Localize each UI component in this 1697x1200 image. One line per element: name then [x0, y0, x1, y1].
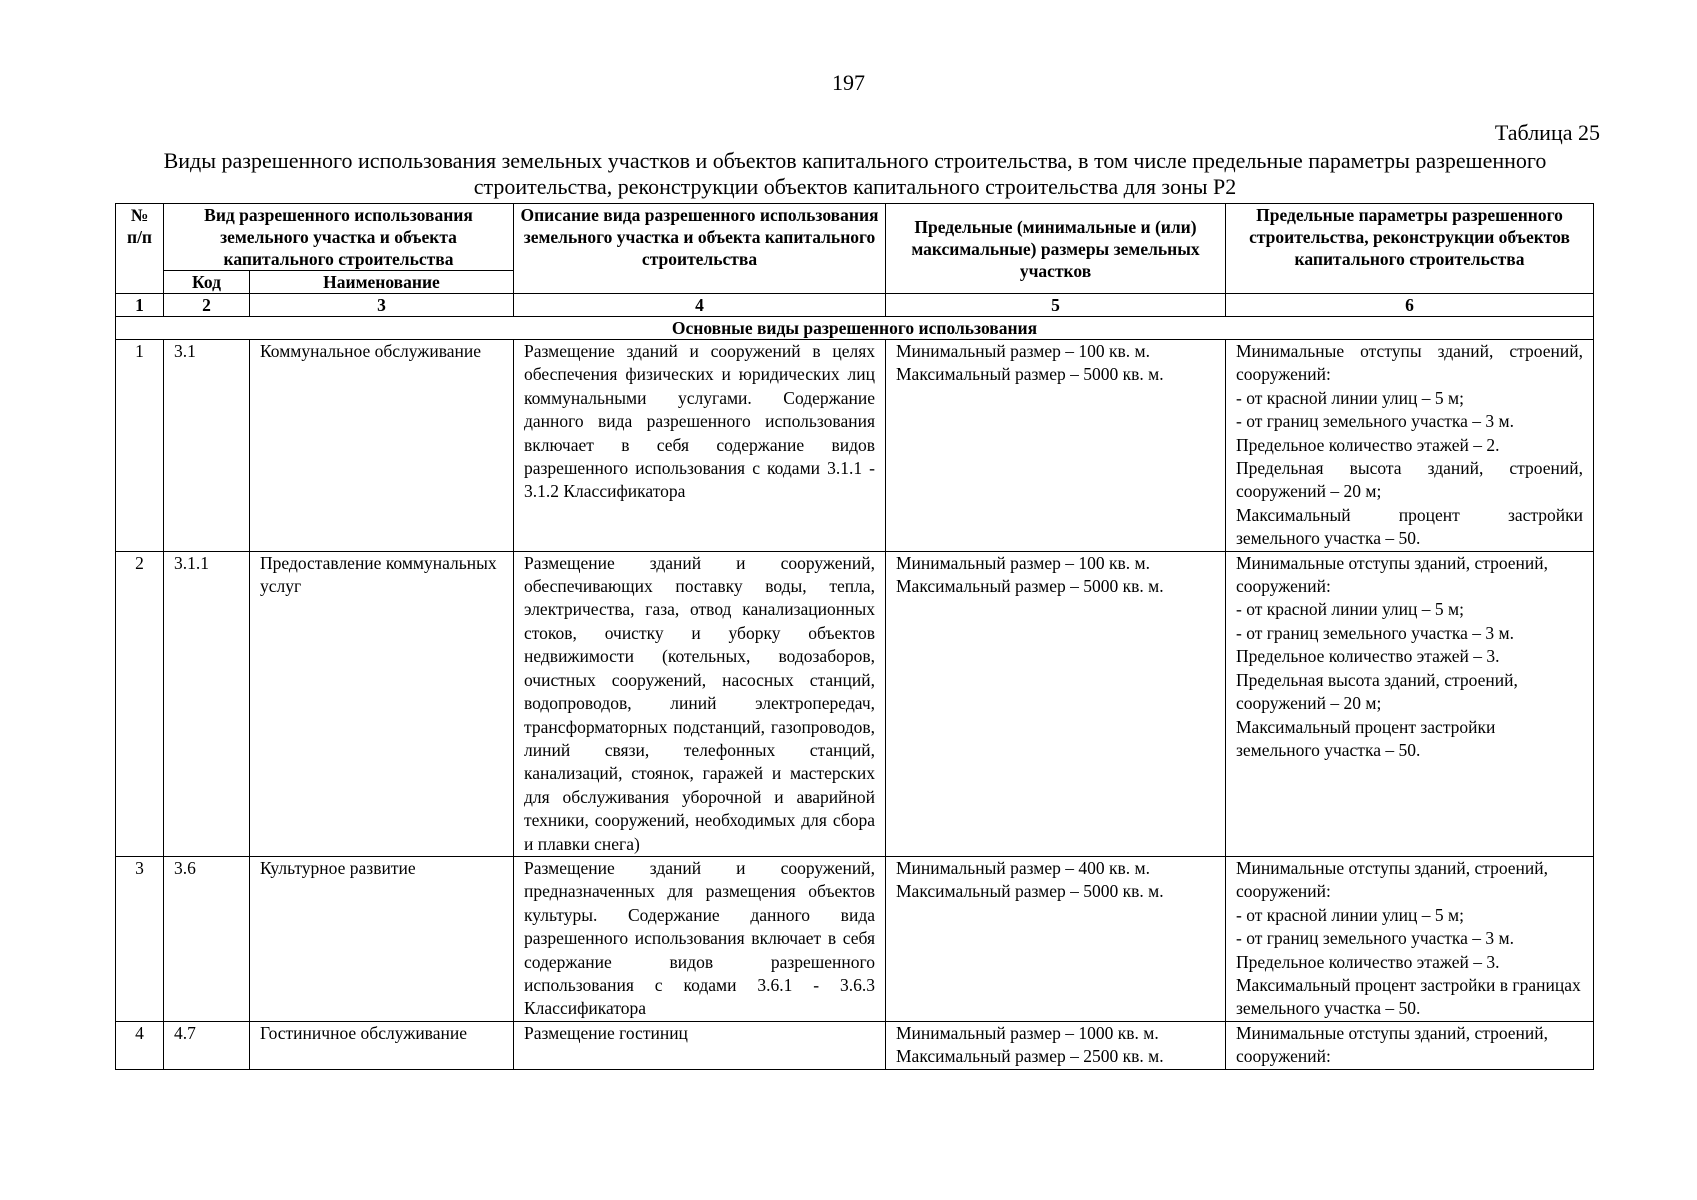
row-number: 2	[116, 551, 164, 856]
row-description: Размещение гостиниц	[514, 1021, 886, 1069]
header-params: Предельные параметры разрешенного строительства, реконструкции объектов капитального строительства	[1226, 204, 1594, 294]
row-name: Культурное развитие	[250, 856, 514, 1021]
section-row	[116, 317, 1594, 340]
row-params: Минимальные отступы зданий, строений, сооружений:	[1226, 1021, 1594, 1069]
row-name: Гостиничное обслуживание	[250, 1021, 514, 1069]
row-number: 1	[116, 340, 164, 552]
header-description: Описание вида разрешенного использования земельного участка и объекта капитального строительства	[514, 204, 886, 294]
header-sizes: Предельные (минимальные и (или) максимальные) размеры земельных участков	[886, 204, 1226, 294]
table-number: Таблица 25	[1494, 120, 1600, 145]
row-description: Размещение зданий и сооружений в целях обеспечения физических и юридических лиц коммунальными услугами. Содержание данного вида разрешенного использования включает в себя содержание видов разрешенного использования с кодами 3.1.1 - 3.1.2 Классификатора	[514, 340, 886, 552]
row-code: 3.6	[164, 856, 250, 1021]
column-number: 6	[1226, 294, 1594, 317]
column-number: 2	[164, 294, 250, 317]
column-number: 4	[514, 294, 886, 317]
row-sizes: Минимальный размер – 100 кв. м. Максимальный размер – 5000 кв. м.	[886, 551, 1226, 856]
row-code: 3.1	[164, 340, 250, 552]
row-sizes: Минимальный размер – 100 кв. м. Максимальный размер – 5000 кв. м.	[886, 340, 1226, 552]
zoning-table	[115, 203, 1594, 1070]
page-number: 197	[832, 70, 865, 95]
row-params: Минимальные отступы зданий, строений, сооружений: - от красной линии улиц – 5 м; - от границ земельного участка – 3 м. Предельное количество этажей – 2. Предельная высота зданий, строений, сооружений – 20 м; Максимальный процент застройки земельного участка – 50.	[1226, 340, 1594, 552]
row-code: 3.1.1	[164, 551, 250, 856]
table-title: Виды разрешенного использования земельных участков и объектов капитального строительства, в том числе предельные параметры разрешенного строительства, реконструкции объектов капитального строительства для зоны Р2	[163, 148, 1547, 199]
header-num: № п/п	[116, 204, 164, 294]
section-title: Основные виды разрешенного использования	[116, 317, 1594, 340]
column-number-row	[116, 294, 1594, 317]
column-number: 1	[116, 294, 164, 317]
table-row	[116, 1021, 1594, 1069]
header-code: Код	[164, 271, 250, 294]
row-sizes: Минимальный размер – 1000 кв. м. Максимальный размер – 2500 кв. м.	[886, 1021, 1226, 1069]
column-number: 3	[250, 294, 514, 317]
row-name: Предоставление коммунальных услуг	[250, 551, 514, 856]
header-use-type: Вид разрешенного использования земельного участка и объекта капитального строительства	[164, 204, 514, 271]
row-name: Коммунальное обслуживание	[250, 340, 514, 552]
row-number: 4	[116, 1021, 164, 1069]
row-description: Размещение зданий и сооружений, обеспечивающих поставку воды, тепла, электричества, газа, отвод канализационных стоков, очистку и уборку объектов недвижимости (котельных, водозаборов, очистных сооружений, насосных станций, водопроводов, линий электропередач, трансформаторных подстанций, газопроводов, линий связи, телефонных станций, канализаций, стоянок, гаражей и мастерских для обслуживания уборочной и аварийной техники, сооружений, необходимых для сбора и плавки снега)	[514, 551, 886, 856]
column-number: 5	[886, 294, 1226, 317]
row-params: Минимальные отступы зданий, строений, сооружений: - от красной линии улиц – 5 м; - от границ земельного участка – 3 м. Предельное количество этажей – 3. Максимальный процент застройки в границах земельного участка – 50.	[1226, 856, 1594, 1021]
row-sizes: Минимальный размер – 400 кв. м. Максимальный размер – 5000 кв. м.	[886, 856, 1226, 1021]
table-row	[116, 340, 1594, 552]
header-name: Наименование	[250, 271, 514, 294]
row-code: 4.7	[164, 1021, 250, 1069]
row-number: 3	[116, 856, 164, 1021]
table-row	[116, 551, 1594, 856]
table-row	[116, 856, 1594, 1021]
row-params: Минимальные отступы зданий, строений, сооружений: - от красной линии улиц – 5 м; - от границ земельного участка – 3 м. Предельное количество этажей – 3. Предельная высота зданий, строений, сооружений – 20 м; Максимальный процент застройки земельного участка – 50.	[1226, 551, 1594, 856]
row-description: Размещение зданий и сооружений, предназначенных для размещения объектов культуры. Содержание данного вида разрешенного использования включает в себя содержание видов разрешенного использования с кодами 3.6.1 - 3.6.3 Классификатора	[514, 856, 886, 1021]
header-row	[116, 204, 1594, 271]
